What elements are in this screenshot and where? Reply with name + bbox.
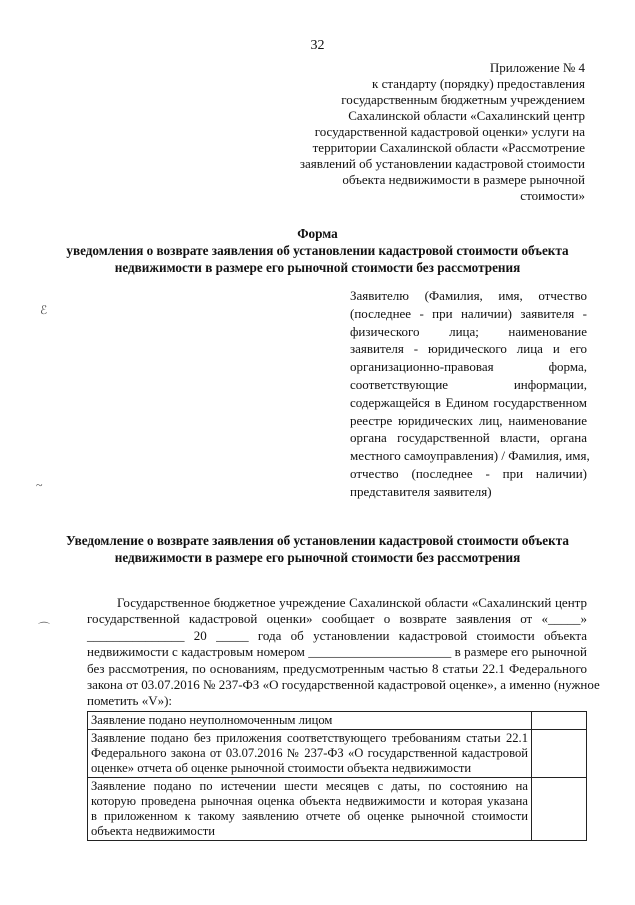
reason-checkbox-cell[interactable] — [532, 730, 587, 778]
addressee-block — [350, 287, 590, 501]
addressee-line: местного самоуправления) / Фамилия, имя, — [350, 448, 590, 464]
appendix-line: стоимости» — [520, 188, 585, 203]
addressee-line: представителя заявителя) — [350, 483, 492, 499]
body-line: государственной кадастровой оценки» сообщает о возврате заявления от «_____» — [87, 611, 587, 627]
addressee-line: отчество (последнее - при наличии) — [350, 465, 587, 481]
form-title-line: Форма — [297, 226, 338, 241]
addressee-line: физического лица; наименование — [350, 323, 587, 339]
table-row — [88, 778, 587, 841]
appendix-line: государственным бюджетным учреждением — [341, 92, 585, 107]
reason-checkbox-cell[interactable] — [532, 712, 587, 730]
reason-line: Заявление подано без приложения соответствующего требованиям статьи 22.1 — [91, 731, 528, 745]
reason-checkbox-cell[interactable] — [532, 778, 587, 841]
form-title-line: уведомления о возврате заявления об установлении кадастровой стоимости объекта — [66, 243, 569, 258]
appendix-line: Сахалинской области «Сахалинский центр — [348, 108, 585, 123]
appendix-line: заявлений об установлении кадастровой стоимости — [299, 156, 585, 171]
reason-line: Заявление подано неуполномоченным лицом — [91, 713, 333, 727]
reason-line: оценке» отчета об оценке рыночной стоимости объекта недвижимости — [91, 761, 472, 775]
addressee-line: заявителя - юридического лица и его — [350, 341, 587, 357]
body-line: _______________ 20 _____ года об установлении кадастровой стоимости объекта — [87, 627, 587, 643]
notice-title-line: недвижимости в размере его рыночной стоимости без рассмотрения — [114, 550, 521, 565]
form-title-line: недвижимости в размере его рыночной стоимости без рассмотрения — [114, 260, 521, 275]
reason-line: Заявление подано по истечении шести месяцев с даты, по состоянию на — [91, 779, 528, 793]
addressee-line: реестре юридических лиц, наименование — [350, 412, 587, 428]
scan-mark: ⌒ — [38, 621, 51, 635]
table-row — [88, 730, 587, 778]
notice-title — [55, 532, 580, 566]
addressee-line: организационно-правовая форма, — [350, 359, 587, 375]
reason-line: которую проведена рыночная оценка объекта недвижимости и которая указана — [91, 794, 528, 808]
reason-text — [88, 712, 532, 730]
table-row — [88, 712, 587, 730]
body-line: пометить «V»): — [87, 693, 173, 709]
scan-mark: ~ — [36, 478, 43, 492]
reason-line: Федерального закона от 03.07.2016 № 237-ФЗ «О государственной кадастровой — [91, 746, 528, 760]
appendix-line: территории Сахалинской области «Рассмотрение — [312, 140, 585, 155]
body-line: Государственное бюджетное учреждение Сахалинской области «Сахалинский центр — [117, 595, 587, 610]
addressee-line: содержащейся в Едином государственном — [350, 394, 587, 410]
reason-text — [88, 730, 532, 778]
appendix-line: объекта недвижимости в размере рыночной — [342, 172, 585, 187]
page-number: 32 — [310, 38, 325, 53]
appendix-line: к стандарту (порядку) предоставления — [372, 76, 585, 91]
body-line: без рассмотрения, по основаниям, предусмотренным частью 8 статьи 22.1 Федерального — [87, 660, 587, 676]
addressee-line: органа государственной власти, органа — [350, 430, 587, 446]
notice-body — [87, 595, 600, 710]
reasons-table — [87, 711, 587, 841]
appendix-line: Приложение № 4 — [489, 60, 585, 75]
reason-text — [88, 778, 532, 841]
addressee-line: Заявителю (Фамилия, имя, отчество — [350, 288, 587, 303]
appendix-line: государственной кадастровой оценки» услуги на — [314, 124, 585, 139]
reason-line: объекта недвижимости — [91, 824, 215, 838]
reason-line: в приложенном к такому заявлению отчете об оценке рыночной стоимости — [91, 809, 528, 823]
scan-mark: ℰ — [40, 303, 48, 317]
form-title — [55, 225, 580, 276]
notice-title-line: Уведомление о возврате заявления об установлении кадастровой стоимости объекта — [66, 533, 569, 548]
addressee-line: (последнее - при наличии) заявителя - — [350, 305, 587, 321]
body-line: недвижимости с кадастровым номером ______________________ в размере его рыночной — [87, 644, 587, 660]
body-line: закона от 03.07.2016 № 237-ФЗ «О государственной кадастровой оценке», а именно (нужное — [87, 677, 600, 693]
appendix-header — [255, 60, 585, 204]
addressee-line: соответствующие информации, — [350, 376, 587, 392]
